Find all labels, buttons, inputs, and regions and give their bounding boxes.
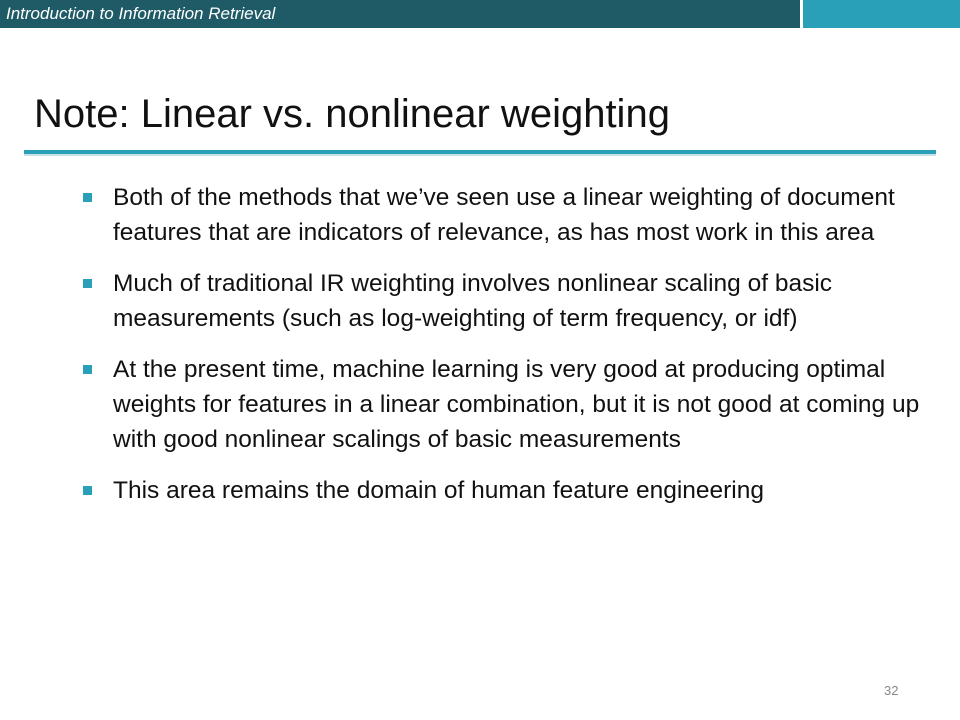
bullet-item (80, 473, 930, 508)
bullet-item (80, 266, 930, 336)
square-bullet-icon (83, 193, 92, 202)
header-bar-main (0, 0, 800, 28)
bullet-text: Much of traditional IR weighting involves nonlinear scaling of basic measurements (such as log-weighting of term frequency, or idf) (113, 270, 833, 332)
square-bullet-icon (83, 279, 92, 288)
header-bar-accent (803, 0, 960, 28)
square-bullet-icon (83, 365, 92, 374)
course-title: Introduction to Information Retrieval (6, 4, 276, 23)
bullet-text: Both of the methods that we’ve seen use a linear weighting of document features that are indicators of relevance, as has most work in this area (113, 184, 895, 246)
page-number: 32 (884, 683, 899, 698)
header-bar (0, 0, 960, 30)
title-divider-shadow (24, 154, 936, 156)
bullet-item (80, 180, 930, 250)
bullet-text: This area remains the domain of human feature engineering (113, 477, 764, 504)
bullet-list (80, 180, 930, 524)
bullet-item (80, 352, 930, 457)
slide-title: Note: Linear vs. nonlinear weighting (34, 92, 670, 136)
bullet-text: At the present time, machine learning is very good at producing optimal weights for features in a linear combination, but it is not good at coming up with good nonlinear scalings of basic measurements (113, 356, 920, 453)
square-bullet-icon (83, 486, 92, 495)
